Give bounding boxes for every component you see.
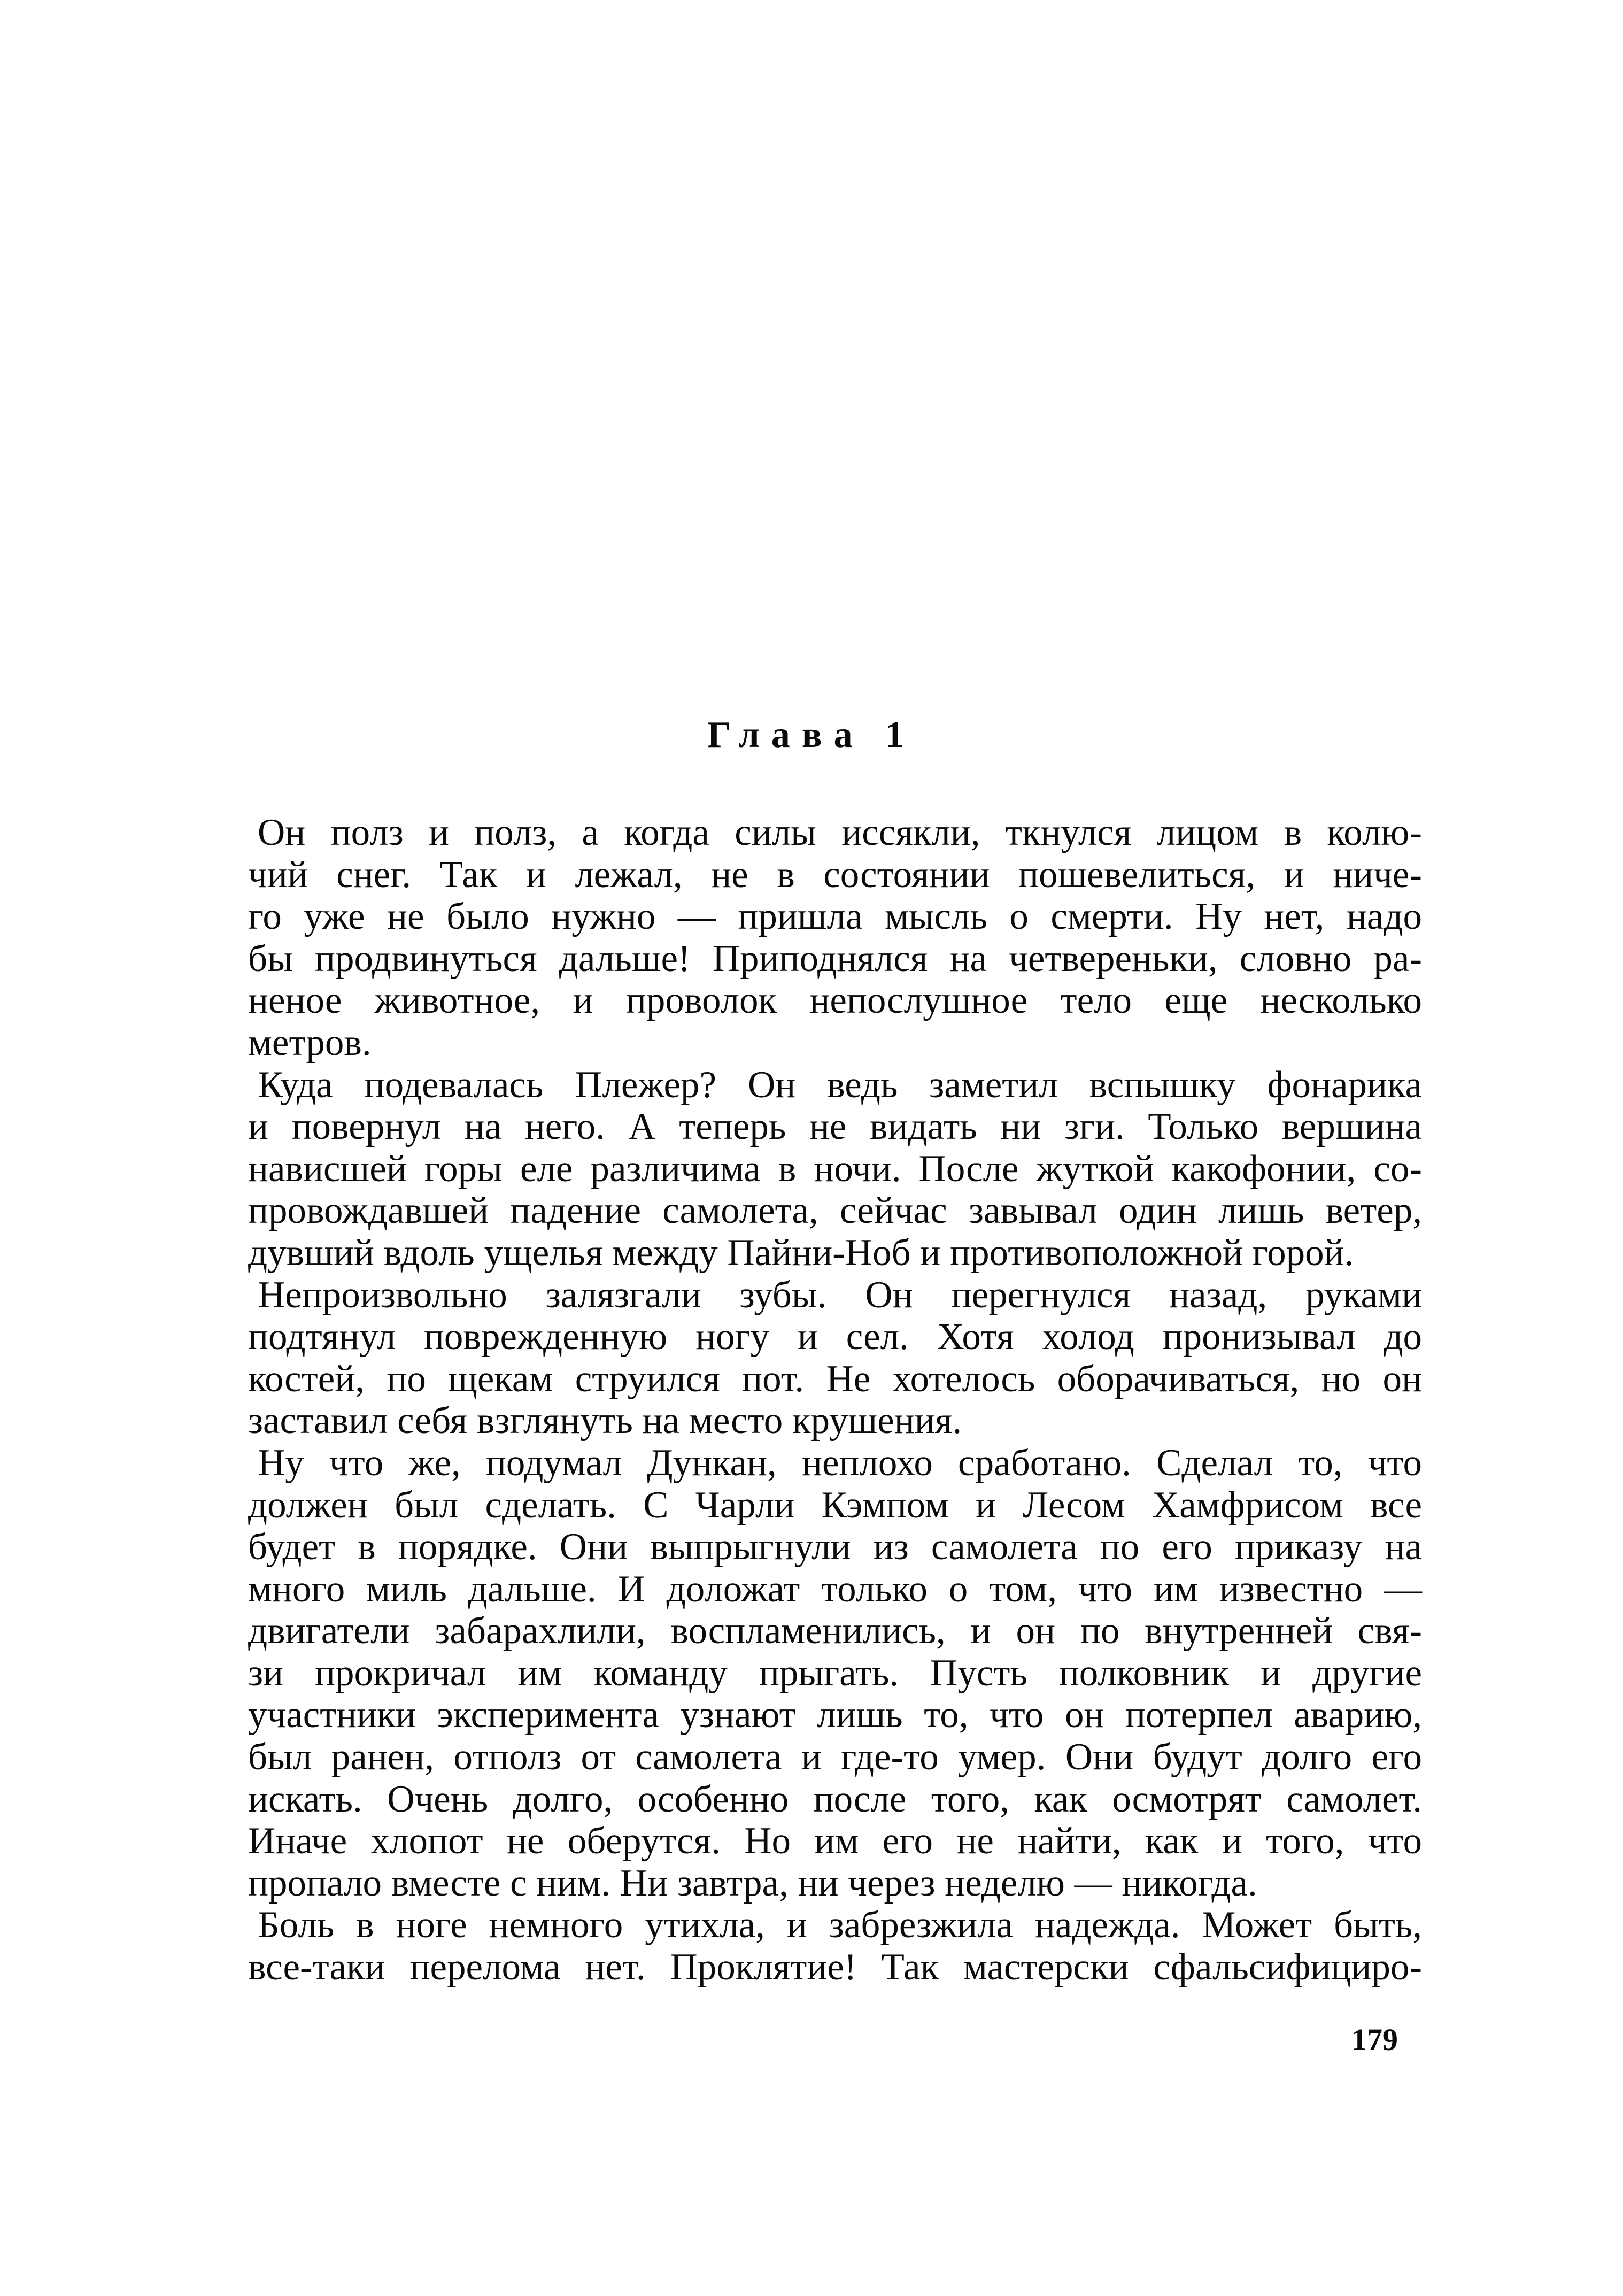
- page-number: 179: [1351, 2022, 1398, 2057]
- text-line: метров.: [248, 1021, 372, 1064]
- text-line: должен был сделать. С Чарли Кэмпом и Лесом Хамфрисом все: [248, 1484, 1422, 1526]
- text-line: все-таки перелома нет. Проклятие! Так мастерски сфальсифициро-: [248, 1946, 1422, 1989]
- text-line: Он полз и полз, а когда силы иссякли, ткнулся лицом в колю-: [258, 812, 1422, 853]
- paragraph: [248, 1904, 1422, 1988]
- text-line: нависшей горы еле различима в ночи. После жуткой какофонии, со-: [248, 1147, 1422, 1190]
- text-line: Ну что же, подумал Дункан, неплохо сработано. Сделал то, что: [258, 1442, 1422, 1484]
- paragraph: [248, 1442, 1422, 1905]
- text-line: дувший вдоль ущелья между Пайни-Ноб и противоположной горой.: [248, 1231, 1354, 1274]
- text-line: подтянул поврежденную ногу и сел. Хотя холод пронизывал до: [248, 1316, 1422, 1358]
- text-line: будет в порядке. Они выпрыгнули из самолета по его приказу на: [248, 1526, 1422, 1568]
- paragraph: [248, 1274, 1422, 1442]
- text-line: чий снег. Так и лежал, не в состоянии пошевелиться, и ниче-: [248, 853, 1422, 896]
- text-line: неное животное, и проволок непослушное тело еще несколько: [248, 980, 1422, 1022]
- chapter-title: Глава 1: [707, 714, 916, 756]
- text-line: Непроизвольно залязгали зубы. Он перегнулся назад, руками: [258, 1274, 1422, 1316]
- text-line: го уже не было нужно — пришла мысль о смерти. Ну нет, надо: [248, 896, 1422, 938]
- text-line: бы продвинуться дальше! Приподнялся на четвереньки, словно ра-: [248, 937, 1422, 980]
- text-line: пропало вместе с ним. Ни завтра, ни через неделю — никогда.: [248, 1862, 1257, 1904]
- text-line: Боль в ноге немного утихла, и забрезжила надежда. Может быть,: [258, 1904, 1422, 1946]
- text-line: зи прокричал им команду прыгать. Пусть полковник и другие: [248, 1652, 1422, 1694]
- body-text: [248, 812, 1422, 1989]
- text-line: Куда подевалась Плежер? Он ведь заметил вспышку фонарика: [258, 1064, 1422, 1106]
- text-line: двигатели забарахлили, воспламенились, и он по внутренней свя-: [248, 1610, 1422, 1652]
- paragraph: [248, 1064, 1422, 1274]
- text-line: костей, по щекам струился пот. Не хотелось оборачиваться, но он: [248, 1358, 1422, 1400]
- text-line: заставил себя взглянуть на место крушения.: [248, 1400, 962, 1442]
- text-line: искать. Очень долго, особенно после того, как осмотрят самолет.: [248, 1778, 1422, 1820]
- text-line: участники эксперимента узнают лишь то, что он потерпел аварию,: [248, 1694, 1422, 1736]
- paragraph: [248, 812, 1422, 1064]
- text-line: много миль дальше. И доложат только о том, что им известно —: [248, 1568, 1422, 1610]
- text-line: был ранен, отполз от самолета и где-то умер. Они будут долго его: [248, 1736, 1422, 1778]
- text-line: провождавшей падение самолета, сейчас завывал один лишь ветер,: [248, 1190, 1422, 1232]
- text-line: Иначе хлопот не оберутся. Но им его не найти, как и того, что: [248, 1820, 1422, 1862]
- text-line: и повернул на него. А теперь не видать ни зги. Только вершина: [248, 1106, 1422, 1148]
